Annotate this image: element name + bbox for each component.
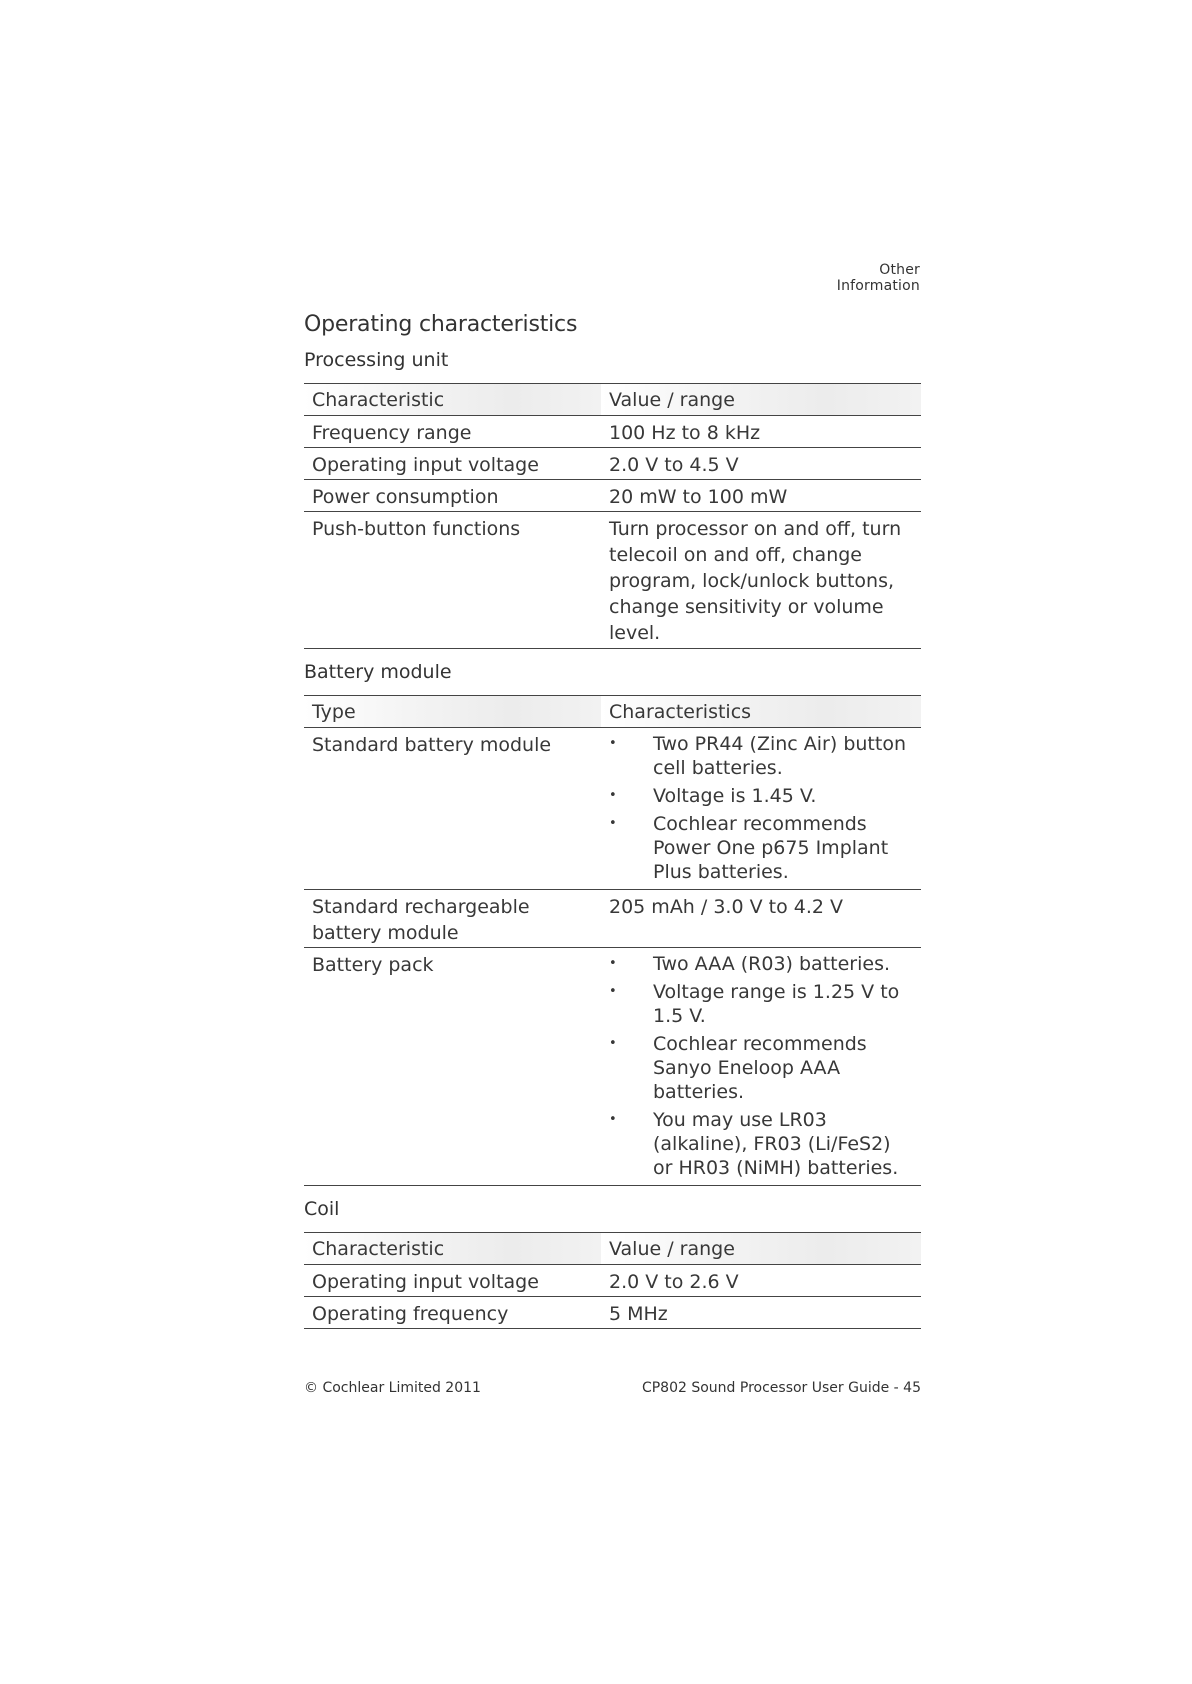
content (304, 312, 921, 1329)
section-title-battery-module: Battery module (304, 661, 452, 683)
characteristic-cell: Operating input voltage (304, 448, 601, 480)
value-cell: 5 MHz (601, 1297, 921, 1329)
value-cell: Turn processor on and off, turn telecoil on and off, change program, lock/unlock buttons, change sensitivity or volume level. (601, 512, 921, 649)
type-cell: Standard battery module (304, 728, 601, 890)
characteristic-cell: Power consumption (304, 480, 601, 512)
value-cell: 2.0 V to 4.5 V (601, 448, 921, 480)
bullet-item: • Voltage range is 1.25 V to 1.5 V. (609, 980, 913, 1028)
characteristics-cell (601, 948, 921, 1186)
footer-copyright: © Cochlear Limited 2011 (304, 1380, 481, 1396)
bullet-item: • Two AAA (R03) batteries. (609, 952, 913, 976)
characteristic-cell: Operating frequency (304, 1297, 601, 1329)
processing-unit-table (304, 383, 921, 649)
bullet-list (609, 952, 913, 1180)
table-header-row (304, 696, 921, 728)
column-header: Characteristic (304, 384, 601, 416)
battery-module-table (304, 695, 921, 1186)
coil-table (304, 1232, 921, 1329)
section-title-coil: Coil (304, 1198, 340, 1220)
bullet-item: • You may use LR03 (alkaline), FR03 (Li/FeS2) or HR03 (NiMH) batteries. (609, 1108, 913, 1180)
characteristics-cell (601, 728, 921, 890)
column-header: Characteristics (601, 696, 921, 728)
bullet-item: • Cochlear recommends Power One p675 Implant Plus batteries. (609, 812, 913, 884)
column-header: Value / range (601, 384, 921, 416)
table-header-row (304, 1233, 921, 1265)
type-cell: Standard rechargeable battery module (304, 890, 601, 948)
table-row (304, 448, 921, 480)
spacer (304, 649, 921, 661)
table-row (304, 416, 921, 448)
type-cell: Battery pack (304, 948, 601, 1186)
spacer (304, 1186, 921, 1198)
bullet-item: • Two PR44 (Zinc Air) button cell batteries. (609, 732, 913, 780)
running-head: Other Information (836, 262, 920, 294)
characteristics-cell: 205 mAh / 3.0 V to 4.2 V (601, 890, 921, 948)
table-row (304, 480, 921, 512)
table-row (304, 512, 921, 649)
table-row (304, 948, 921, 1186)
value-cell: 100 Hz to 8 kHz (601, 416, 921, 448)
column-header: Value / range (601, 1233, 921, 1265)
characteristic-cell: Push-button functions (304, 512, 601, 649)
bullet-item: • Cochlear recommends Sanyo Eneloop AAA batteries. (609, 1032, 913, 1104)
value-cell: 20 mW to 100 mW (601, 480, 921, 512)
characteristic-cell: Operating input voltage (304, 1265, 601, 1297)
bullet-item: • Voltage is 1.45 V. (609, 784, 913, 808)
bullet-list (609, 732, 913, 884)
section-title-processing-unit: Processing unit (304, 349, 449, 371)
characteristic-cell: Frequency range (304, 416, 601, 448)
table-header-row (304, 384, 921, 416)
page-title: Operating characteristics (304, 312, 578, 337)
table-row (304, 1265, 921, 1297)
column-header: Characteristic (304, 1233, 601, 1265)
table-row (304, 1297, 921, 1329)
table-row (304, 890, 921, 948)
table-row (304, 728, 921, 890)
footer-page-info: CP802 Sound Processor User Guide - 45 (641, 1380, 921, 1396)
value-cell: 2.0 V to 2.6 V (601, 1265, 921, 1297)
column-header: Type (304, 696, 601, 728)
